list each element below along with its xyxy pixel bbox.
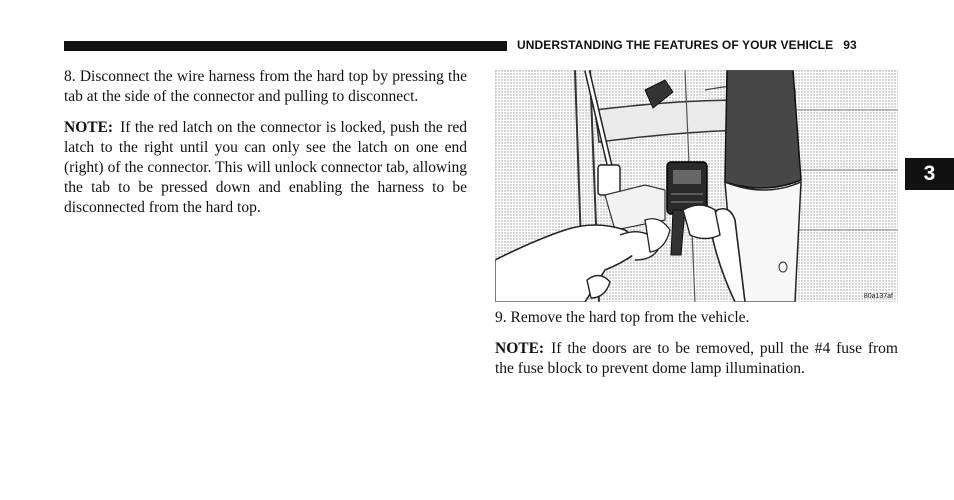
- left-column: [64, 67, 467, 229]
- running-header: [517, 38, 857, 52]
- connector-illustration: [495, 70, 898, 302]
- page-number: 93: [843, 38, 857, 52]
- note-text: If the doors are to be removed, pull the #4 fuse from the fuse block to prevent dome lamp illumination.: [495, 340, 898, 377]
- right-column: [495, 308, 898, 390]
- header-rule: [64, 41, 507, 51]
- figure-code: 80a137af: [863, 293, 893, 300]
- chapter-tab: 3: [905, 158, 954, 190]
- header-title: UNDERSTANDING THE FEATURES OF YOUR VEHICLE: [517, 38, 834, 52]
- note-label: NOTE:: [64, 119, 114, 136]
- step-8-paragraph: 8. Disconnect the wire harness from the hard top by pressing the tab at the side of the connector and pulling to disconnect.: [64, 68, 467, 105]
- note-paragraph-2: [495, 339, 898, 379]
- note-label: NOTE:: [495, 340, 545, 357]
- step-9-paragraph: 9. Remove the hard top from the vehicle.: [495, 309, 750, 326]
- note-text: If the red latch on the connector is locked, push the red latch to the right until you can only see the latch on one end (right) of the connector. This will unlock connector tab, allowing the tab to be pressed down and enabling the harness to be disconnected from the hard top.: [64, 119, 467, 216]
- note-paragraph-1: [64, 118, 467, 218]
